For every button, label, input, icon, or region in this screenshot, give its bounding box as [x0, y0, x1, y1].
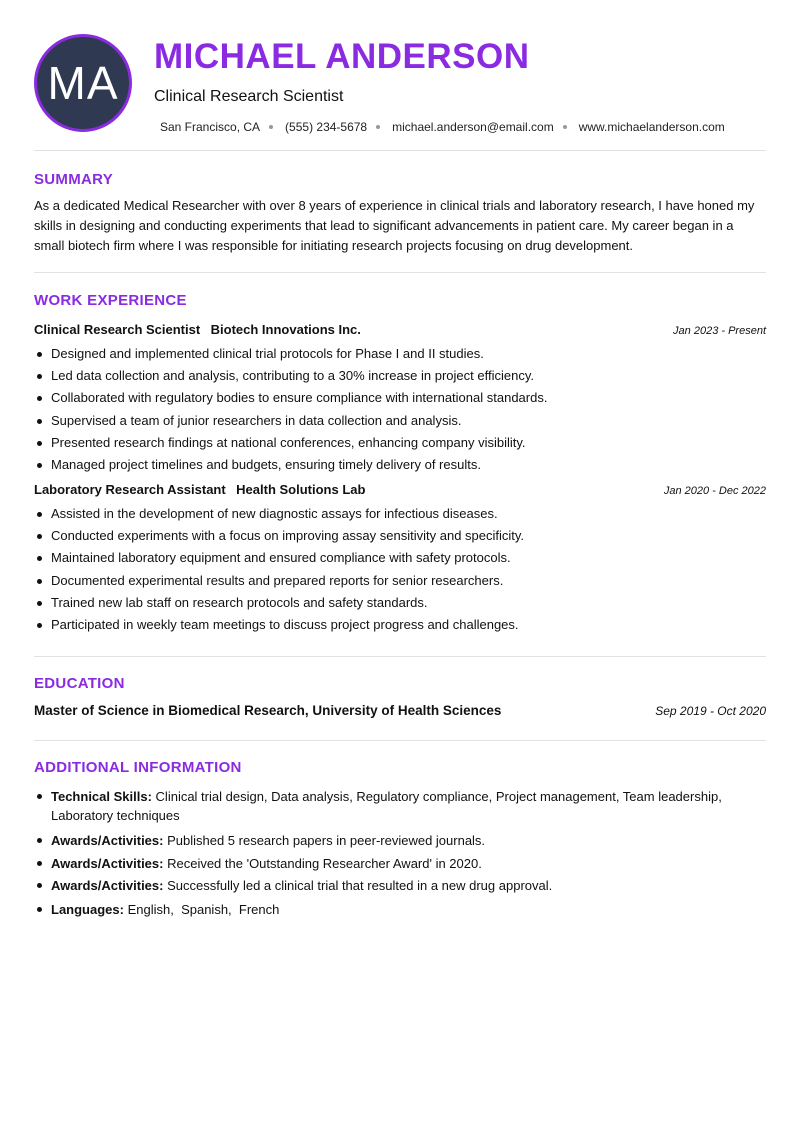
separator-dot-icon	[269, 125, 273, 129]
education-section	[34, 657, 766, 741]
contact-email[interactable]: michael.anderson@email.com	[392, 120, 554, 134]
list-item: Assisted in the development of new diagnostic assays for infectious diseases.	[34, 506, 766, 522]
additional-list	[34, 787, 766, 919]
list-item: Trained new lab staff on research protocols and safety standards.	[34, 595, 766, 611]
info-text: Received the 'Outstanding Researcher Award' in 2020.	[167, 855, 482, 871]
info-label: Awards/Activities:	[51, 855, 164, 871]
avatar-initials: MA	[47, 57, 119, 109]
contact-location: San Francisco, CA	[160, 120, 261, 134]
list-item	[34, 854, 766, 873]
job-entry	[34, 481, 766, 633]
list-item: Managed project timelines and budgets, ensuring timely delivery of results.	[34, 457, 766, 473]
info-text: Clinical trial design, Data analysis, Regulatory compliance, Project management, Team leadership, Laboratory techniques	[51, 789, 722, 824]
summary-text: As a dedicated Medical Researcher with over 8 years of experience in clinical trials and laboratory research, I have honed my skills in designing and conducting experiments that lead to significant advancements in patient care. My career began in a small biotech firm where I was responsible for initiating research projects focusing on drug development.	[34, 198, 755, 253]
candidate-title: Clinical Research Scientist	[154, 88, 344, 105]
additional-heading: ADDITIONAL INFORMATION	[34, 759, 242, 777]
info-label: Awards/Activities:	[51, 878, 164, 894]
job-role: Laboratory Research Assistant	[34, 481, 226, 497]
candidate-name: MICHAEL ANDERSON	[154, 37, 530, 76]
list-item: Participated in weekly team meetings to discuss project progress and challenges.	[34, 617, 766, 633]
education-dates: Sep 2019 - Oct 2020	[655, 704, 766, 719]
list-item	[34, 900, 766, 919]
list-item: Conducted experiments with a focus on improving assay sensitivity and specificity.	[34, 528, 766, 544]
list-item	[34, 787, 766, 825]
list-item	[34, 876, 766, 895]
summary-heading: SUMMARY	[34, 171, 114, 188]
list-item: Maintained laboratory equipment and ensured compliance with safety protocols.	[34, 550, 766, 566]
list-item: Collaborated with regulatory bodies to ensure compliance with international standards.	[34, 390, 766, 406]
education-entry	[34, 703, 766, 718]
list-item: Supervised a team of junior researchers in data collection and analysis.	[34, 413, 766, 429]
job-bullets	[34, 506, 766, 633]
contact-website[interactable]: www.michaelanderson.com	[578, 120, 725, 134]
info-text: Published 5 research papers in peer-reviewed journals.	[167, 833, 486, 849]
info-label: Languages:	[51, 902, 124, 918]
experience-section	[34, 273, 766, 657]
job-entry	[34, 321, 766, 473]
job-header	[34, 481, 766, 499]
list-item: Designed and implemented clinical trial protocols for Phase I and II studies.	[34, 346, 766, 362]
info-text: English, Spanish, French	[127, 902, 280, 918]
contact-info	[160, 120, 725, 134]
job-role: Clinical Research Scientist	[34, 322, 201, 337]
list-item: Documented experimental results and prepared reports for senior researchers.	[34, 573, 766, 589]
separator-dot-icon	[376, 125, 380, 129]
list-item: Presented research findings at national conferences, enhancing company visibility.	[34, 435, 766, 451]
additional-section	[34, 741, 766, 919]
education-heading: EDUCATION	[34, 675, 125, 693]
contact-phone: (555) 234-5678	[285, 120, 368, 134]
summary-section	[34, 151, 766, 273]
education-degree: Master of Science in Biomedical Research, University of Health Sciences	[34, 703, 502, 719]
experience-heading: WORK EXPERIENCE	[34, 292, 187, 309]
list-item: Led data collection and analysis, contributing to a 30% increase in project efficiency.	[34, 368, 766, 384]
job-dates: Jan 2020 - Dec 2022	[663, 484, 766, 497]
info-label: Awards/Activities:	[51, 833, 164, 849]
info-text: Successfully led a clinical trial that resulted in a new drug approval.	[167, 878, 553, 894]
resume-header	[34, 0, 766, 151]
job-company: Biotech Innovations Inc.	[210, 322, 361, 337]
avatar	[34, 34, 132, 132]
job-company: Health Solutions Lab	[236, 481, 366, 497]
job-dates: Jan 2023 - Present	[673, 325, 766, 337]
job-bullets	[34, 346, 766, 473]
list-item	[34, 831, 766, 850]
info-label: Technical Skills:	[51, 789, 152, 805]
job-header	[34, 321, 766, 339]
separator-dot-icon	[563, 125, 567, 129]
